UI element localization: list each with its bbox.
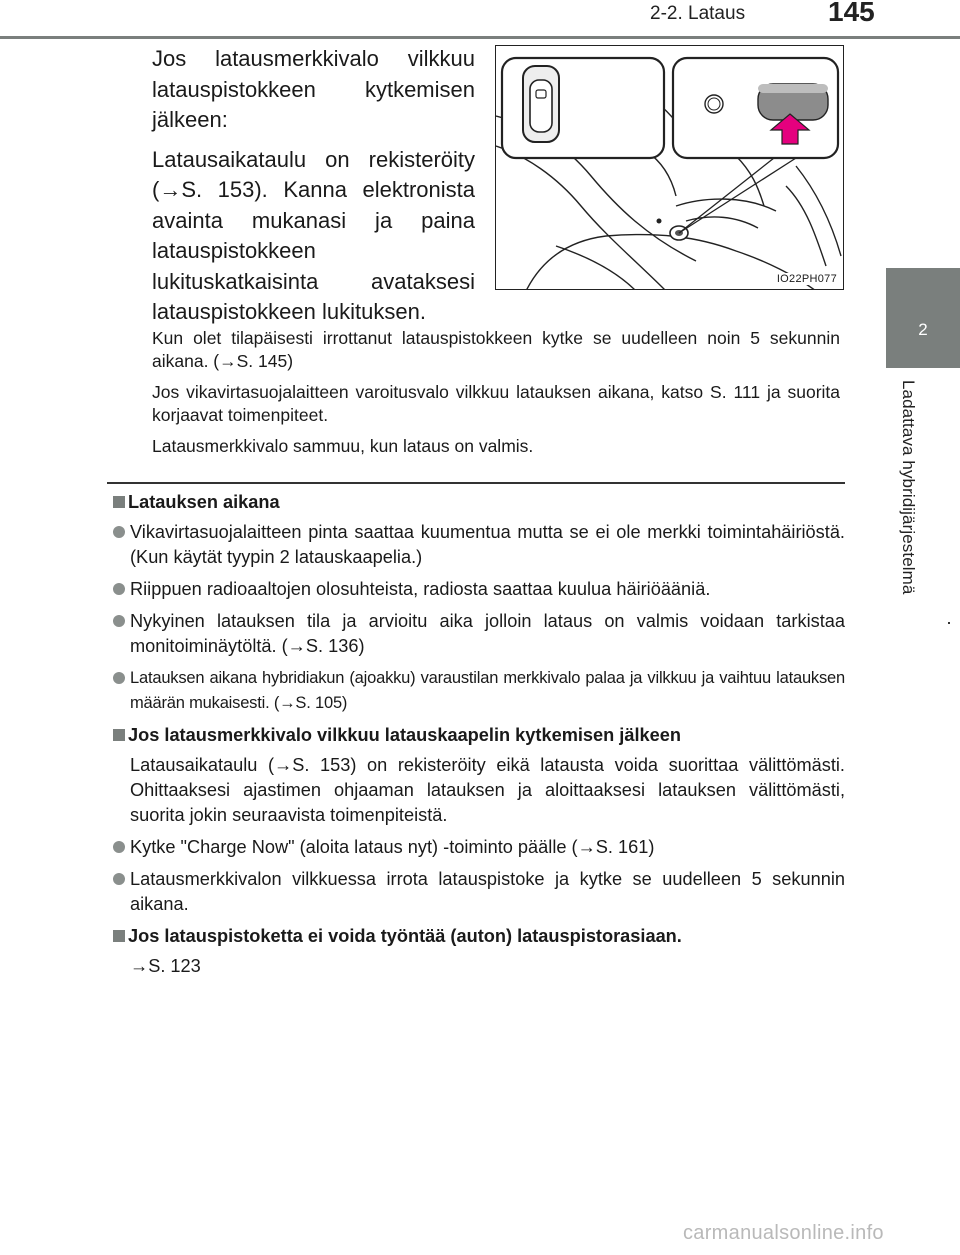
page-reference: →S. 123 <box>130 956 201 976</box>
intro-condition: Jos latausmerkkivalo vilkkuu latauspistokkeen kytkemisen jälkeen: <box>152 46 475 132</box>
section-label: 2-2. Lataus <box>650 3 746 24</box>
intro-instruction: Latausaikataulu on rekisteröity (→S. 153). Kanna elektronista avainta mukanasi ja paina latauspistokkeen lukituskatkaisinta avataksesi latauspistokkeen lukituksen. <box>152 146 475 324</box>
section-divider <box>107 482 845 484</box>
intro-text <box>152 44 475 337</box>
note-complete: Latausmerkkivalo sammuu, kun lataus on valmis. <box>152 436 534 456</box>
notes <box>152 327 840 466</box>
header-rule <box>0 36 960 39</box>
figure-id: IO22PH077 <box>776 273 837 285</box>
chapter-title: Ladattava hybridijärjestelmä <box>899 380 918 595</box>
list-item: Latauksen aikana hybridiakun (ajoakku) varaustilan merkkivalo palaa ja vilkkuu ja vaihtuu latauksen määrän mukaisesti. (→S. 105) <box>112 666 845 716</box>
heading-indicator-blinks: Jos latausmerkkivalo vilkkuu latauskaapelin kytkemisen jälkeen <box>112 723 845 748</box>
main-content <box>112 490 845 979</box>
watermark: carmanualsonline.info <box>683 1222 884 1244</box>
page-number: 145 <box>828 0 875 27</box>
paragraph-schedule: Latausaikataulu (→S. 153) on rekisteröity eikä latausta voida suorittaa välittömästi. Ohittaaksesi ajastimen ohjaaman latauksen ja aloittaaksesi latauksen välittömästi, suorita jokin seuraavista toimenpiteistä. <box>130 755 845 825</box>
note-reconnect: Kun olet tilapäisesti irrottanut latauspistokkeen kytke se uudelleen noin 5 sekunnin aikana. (→S. 145) <box>152 328 840 371</box>
key-fob-icon <box>523 66 559 142</box>
side-mark <box>948 622 950 624</box>
chapter-number: 2 <box>918 320 928 339</box>
list-item: Vikavirtasuojalaitteen pinta saattaa kuumentua mutta se ei ole merkki toimintahäiriöstä. (Kun käytät tyypin 2 latauskaapelia.) <box>112 520 845 570</box>
note-fault-light: Jos vikavirtasuojalaitteen varoitusvalo vilkkuu latauksen aikana, katso S. 111 ja suorita korjaavat toimenpiteet. <box>152 382 840 425</box>
list-item: Latausmerkkivalon vilkkuessa irrota latauspistoke ja kytke se uudelleen 5 sekunnin aikana. <box>112 867 845 917</box>
list-item: Nykyinen latauksen tila ja arvioitu aika jolloin lataus on valmis voidaan tarkistaa monitoiminäytöltä. (→S. 136) <box>112 609 845 659</box>
heading-plug-not-insertable: Jos latauspistoketta ei voida työntää (auton) latauspistorasiaan. <box>112 924 845 949</box>
charging-port-drawing <box>496 46 844 290</box>
list-item: Riippuen radioaaltojen olosuhteista, radiosta saattaa kuulua häiriöääniä. <box>112 577 845 602</box>
heading-during-charging: Latauksen aikana <box>112 490 845 515</box>
list-item: Kytke "Charge Now" (aloita lataus nyt) -toiminto päälle (→S. 161) <box>112 835 845 860</box>
chapter-tab <box>886 268 960 368</box>
charging-plug-illustration <box>495 45 844 290</box>
